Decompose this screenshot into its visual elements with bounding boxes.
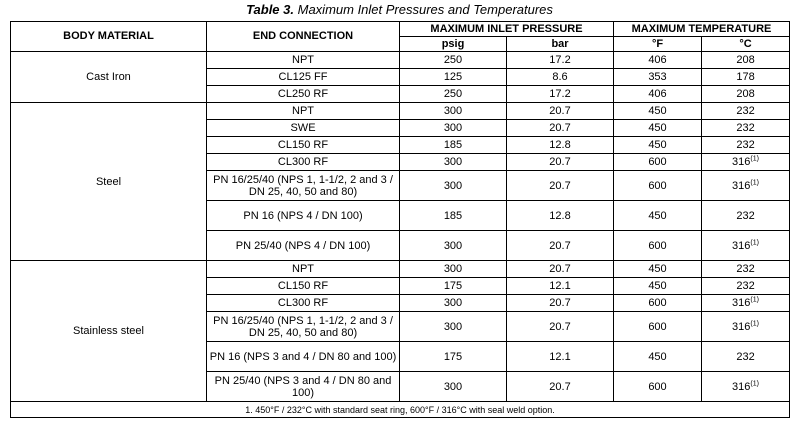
header-deg-c: °C — [702, 37, 790, 52]
deg-f-cell: 450 — [614, 120, 702, 137]
header-end-connection: END CONNECTION — [207, 22, 400, 52]
bar-cell: 17.2 — [507, 86, 614, 103]
deg-c-value: 316 — [732, 297, 751, 309]
bar-cell: 20.7 — [507, 261, 614, 278]
footnote-ref: (1) — [750, 238, 759, 246]
bar-cell: 12.8 — [507, 201, 614, 231]
deg-f-cell: 600 — [614, 312, 702, 342]
psig-cell: 250 — [400, 52, 507, 69]
psig-cell: 300 — [400, 295, 507, 312]
bar-cell: 20.7 — [507, 231, 614, 261]
psig-cell: 250 — [400, 86, 507, 103]
deg-c-cell — [702, 171, 790, 201]
deg-c-cell — [702, 278, 790, 295]
deg-c-cell — [702, 312, 790, 342]
bar-cell: 20.7 — [507, 295, 614, 312]
connection-cell: CL250 RF — [207, 86, 400, 103]
deg-c-cell — [702, 137, 790, 154]
header-max-inlet-pressure: MAXIMUM INLET PRESSURE — [400, 22, 614, 37]
deg-c-cell — [702, 120, 790, 137]
deg-f-cell: 600 — [614, 231, 702, 261]
bar-cell: 20.7 — [507, 372, 614, 402]
bar-cell: 20.7 — [507, 171, 614, 201]
psig-cell: 125 — [400, 69, 507, 86]
deg-c-cell — [702, 261, 790, 278]
deg-f-cell: 450 — [614, 103, 702, 120]
material-cell: Cast Iron — [11, 52, 207, 103]
connection-cell: PN 25/40 (NPS 3 and 4 / DN 80 and 100) — [207, 372, 400, 402]
deg-c-value: 232 — [736, 280, 755, 292]
connection-cell: PN 16/25/40 (NPS 1, 1-1/2, 2 and 3 / DN 25, 40, 50 and 80) — [207, 171, 400, 201]
psig-cell: 300 — [400, 103, 507, 120]
deg-f-cell: 600 — [614, 171, 702, 201]
connection-cell: PN 16 (NPS 3 and 4 / DN 80 and 100) — [207, 342, 400, 372]
footnote-ref: (1) — [750, 155, 759, 163]
deg-f-cell: 450 — [614, 278, 702, 295]
table-row — [11, 52, 790, 69]
psig-cell: 300 — [400, 261, 507, 278]
material-cell: Stainless steel — [11, 261, 207, 402]
psig-cell: 300 — [400, 372, 507, 402]
header-body-material: BODY MATERIAL — [11, 22, 207, 52]
deg-c-value: 316 — [732, 320, 751, 333]
deg-f-cell: 406 — [614, 86, 702, 103]
table-row — [11, 261, 790, 278]
deg-c-cell — [702, 52, 790, 69]
psig-cell: 175 — [400, 342, 507, 372]
connection-cell: PN 16/25/40 (NPS 1, 1-1/2, 2 and 3 / DN 25, 40, 50 and 80) — [207, 312, 400, 342]
bar-cell: 12.1 — [507, 278, 614, 295]
bar-cell: 12.8 — [507, 137, 614, 154]
psig-cell: 300 — [400, 154, 507, 171]
connection-cell: NPT — [207, 261, 400, 278]
deg-c-cell — [702, 201, 790, 231]
deg-f-cell: 450 — [614, 201, 702, 231]
connection-cell: NPT — [207, 103, 400, 120]
psig-cell: 300 — [400, 312, 507, 342]
table-caption — [0, 0, 799, 20]
deg-f-cell: 450 — [614, 137, 702, 154]
bar-cell: 20.7 — [507, 103, 614, 120]
deg-c-value: 208 — [736, 88, 755, 100]
material-cell: Steel — [11, 103, 207, 261]
deg-f-cell: 406 — [614, 52, 702, 69]
deg-c-cell — [702, 372, 790, 402]
table-caption-title: Maximum Inlet Pressures and Temperatures — [297, 2, 553, 17]
bar-cell: 12.1 — [507, 342, 614, 372]
psig-cell: 300 — [400, 231, 507, 261]
psig-cell: 300 — [400, 120, 507, 137]
bar-cell: 17.2 — [507, 52, 614, 69]
footnote-ref: (1) — [750, 178, 759, 186]
footnote-ref: (1) — [750, 319, 759, 327]
bar-cell: 20.7 — [507, 154, 614, 171]
footnote-ref: (1) — [750, 296, 759, 304]
connection-cell: PN 25/40 (NPS 4 / DN 100) — [207, 231, 400, 261]
header-row-1 — [11, 22, 790, 37]
table-caption-label: Table 3. — [246, 2, 294, 17]
deg-f-cell: 600 — [614, 295, 702, 312]
header-max-temperature: MAXIMUM TEMPERATURE — [614, 22, 790, 37]
header-bar: bar — [507, 37, 614, 52]
deg-c-cell — [702, 295, 790, 312]
connection-cell: CL150 RF — [207, 137, 400, 154]
deg-c-value: 232 — [736, 122, 755, 134]
deg-c-value: 232 — [736, 263, 755, 275]
connection-cell: PN 16 (NPS 4 / DN 100) — [207, 201, 400, 231]
footnote-row — [11, 402, 790, 418]
deg-f-cell: 450 — [614, 342, 702, 372]
deg-c-cell — [702, 86, 790, 103]
deg-f-cell: 450 — [614, 261, 702, 278]
connection-cell: CL150 RF — [207, 278, 400, 295]
psig-cell: 185 — [400, 137, 507, 154]
psig-cell: 175 — [400, 278, 507, 295]
deg-c-cell — [702, 103, 790, 120]
deg-f-cell: 600 — [614, 154, 702, 171]
deg-c-cell — [702, 231, 790, 261]
pressure-temperature-table — [10, 21, 790, 418]
psig-cell: 300 — [400, 171, 507, 201]
psig-cell: 185 — [400, 201, 507, 231]
connection-cell: NPT — [207, 52, 400, 69]
deg-c-value: 232 — [736, 209, 755, 222]
deg-c-value: 178 — [736, 71, 755, 83]
deg-c-value: 316 — [732, 239, 751, 252]
footnote: 1. 450°F / 232°C with standard seat ring, 600°F / 316°C with seal weld option. — [11, 402, 790, 418]
connection-cell: CL300 RF — [207, 295, 400, 312]
bar-cell: 20.7 — [507, 312, 614, 342]
header-deg-f: °F — [614, 37, 702, 52]
header-psig: psig — [400, 37, 507, 52]
deg-f-cell: 600 — [614, 372, 702, 402]
bar-cell: 8.6 — [507, 69, 614, 86]
deg-c-value: 316 — [732, 156, 751, 168]
connection-cell: CL125 FF — [207, 69, 400, 86]
connection-cell: CL300 RF — [207, 154, 400, 171]
deg-c-value: 232 — [736, 105, 755, 117]
deg-c-value: 316 — [732, 380, 751, 393]
table-row — [11, 103, 790, 120]
deg-c-value: 232 — [736, 350, 755, 363]
deg-c-value: 316 — [732, 179, 751, 192]
bar-cell: 20.7 — [507, 120, 614, 137]
connection-cell: SWE — [207, 120, 400, 137]
deg-c-value: 208 — [736, 54, 755, 66]
deg-c-cell — [702, 154, 790, 171]
footnote-ref: (1) — [750, 379, 759, 387]
deg-f-cell: 353 — [614, 69, 702, 86]
deg-c-value: 232 — [736, 139, 755, 151]
deg-c-cell — [702, 342, 790, 372]
deg-c-cell — [702, 69, 790, 86]
